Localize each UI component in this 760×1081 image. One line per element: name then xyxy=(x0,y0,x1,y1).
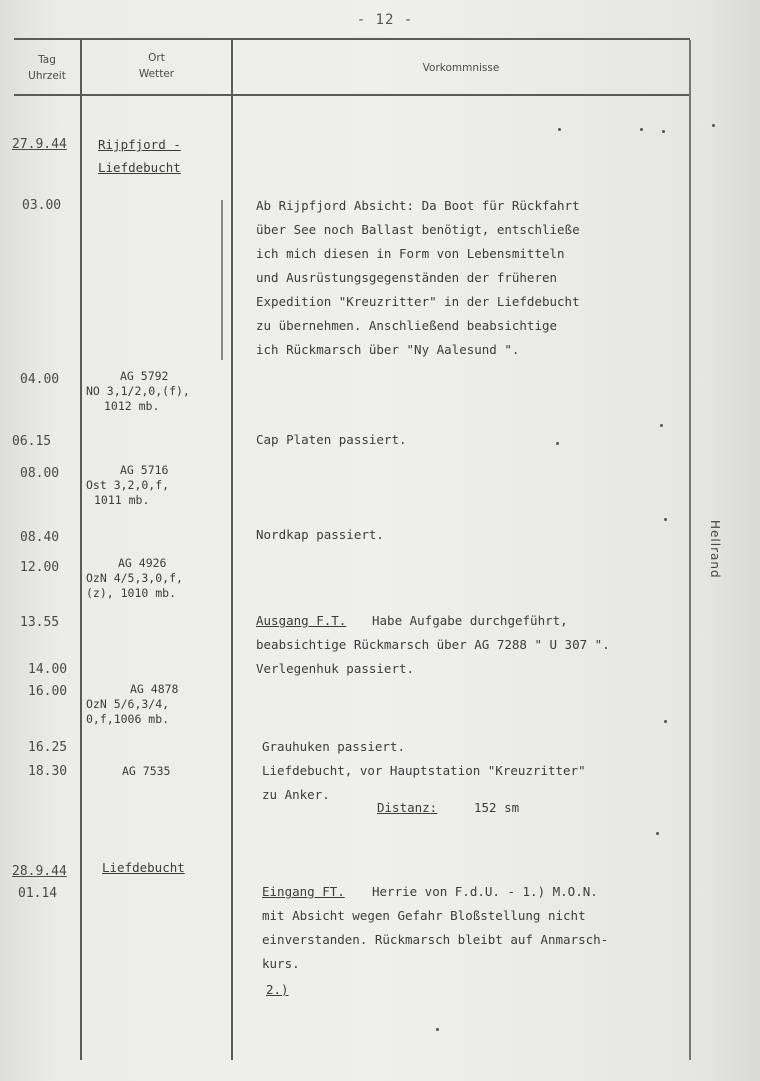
distance-label: Distanz: xyxy=(377,800,438,815)
entry-weather: (z), 1010 mb. xyxy=(86,586,177,600)
entry-weather: AG 4878 xyxy=(130,682,179,696)
entry-weather: OzN 4/5,3,0,f, xyxy=(86,571,183,585)
entry-event-label: Eingang FT. xyxy=(262,884,345,899)
entry-time: 04.00 xyxy=(20,372,60,387)
entry-weather: AG 5792 xyxy=(120,369,169,383)
entry-weather: NO 3,1/2,0,(f), xyxy=(86,384,190,398)
entry-event-line: über See noch Ballast benötigt, entschließe xyxy=(256,222,580,237)
entry-time: 06.15 xyxy=(12,434,52,449)
entry-event-line: einverstanden. Rückmarsch bleibt auf Anmarsch- xyxy=(262,932,609,947)
entry-time: 08.40 xyxy=(20,530,60,545)
entry-event-line: Cap Platen passiert. xyxy=(256,432,407,447)
speck xyxy=(664,720,667,723)
column-header-date-line2: Uhrzeit xyxy=(28,70,66,82)
entry-event-line: Ab Rijpfjord Absicht: Da Boot für Rückfahrt xyxy=(256,198,580,213)
entry-event-line: Grauhuken passiert. xyxy=(262,739,405,754)
speck xyxy=(662,130,665,133)
entry-weather: OzN 5/6,3/4, xyxy=(86,697,170,711)
entry-weather: 0,f,1006 mb. xyxy=(86,712,170,726)
entry-time: 08.00 xyxy=(20,466,60,481)
entry-event-line: kurs. xyxy=(262,956,300,971)
speck xyxy=(640,128,643,131)
speck xyxy=(664,518,667,521)
column-divider-2 xyxy=(231,40,233,1060)
entry-event-line: Verlegenhuk passiert. xyxy=(256,661,415,676)
entry-time: 14.00 xyxy=(28,662,68,677)
entry-event-line: Liefdebucht, vor Hauptstation "Kreuzritter" xyxy=(262,763,586,778)
entry-event-line: zu übernehmen. Anschließend beabsichtige xyxy=(256,318,558,333)
speck xyxy=(436,1028,439,1031)
entry-event-line: mit Absicht wegen Gefahr Bloßstellung nicht xyxy=(262,908,586,923)
speck xyxy=(712,124,715,127)
entry-time: 16.25 xyxy=(28,740,68,755)
column-header-place xyxy=(82,50,231,82)
entry-event-line: Nordkap passiert. xyxy=(256,527,384,542)
speck xyxy=(558,128,561,131)
entry-place: Liefdebucht xyxy=(98,160,181,175)
entry-time: 03.00 xyxy=(22,198,62,213)
speck xyxy=(656,832,659,835)
entry-weather: 1011 mb. xyxy=(94,493,150,507)
entry-time: 13.55 xyxy=(20,615,60,630)
entry-event-line: Expedition "Kreuzritter" in der Liefdebucht xyxy=(256,294,580,309)
entry-time: 12.00 xyxy=(20,560,60,575)
column-header-date xyxy=(14,52,80,84)
entry-date: 27.9.44 xyxy=(12,137,67,152)
header-bottom-rule xyxy=(14,94,690,96)
column-header-events: Vorkommnisse xyxy=(422,62,500,74)
entry-time: 18.30 xyxy=(28,764,68,779)
entry-event-line: Herrie von F.d.U. - 1.) M.O.N. xyxy=(372,884,598,899)
distance-value: 152 sm xyxy=(474,800,520,815)
entry-date: 28.9.44 xyxy=(12,864,67,879)
entry-place: Liefdebucht xyxy=(102,860,185,875)
column-header-date-line1: Tag xyxy=(38,54,56,66)
entry-weather: AG 5716 xyxy=(120,463,169,477)
side-margin-label: Hellrand xyxy=(708,520,722,579)
table-top-rule xyxy=(14,38,690,40)
entry-time: 01.14 xyxy=(18,886,58,901)
entry-weather: 1012 mb. xyxy=(104,399,160,413)
column-divider-1 xyxy=(80,40,82,1060)
entry-weather: AG 7535 xyxy=(122,764,171,778)
entry-event-line: ich mich diesen in Form von Lebensmitteln xyxy=(256,246,565,261)
entry-event-line: Habe Aufgabe durchgeführt, xyxy=(372,613,568,628)
entry-event-line: ich Rückmarsch über "Ny Aalesund ". xyxy=(256,342,520,357)
column-header-place-line1: Ort xyxy=(148,52,165,64)
entry-event-label: Ausgang F.T. xyxy=(256,613,347,628)
column-header-place-line2: Wetter xyxy=(138,68,175,80)
entry-weather: Ost 3,2,0,f, xyxy=(86,478,170,492)
entry-event-line: zu Anker. xyxy=(262,787,330,802)
entry-place: Rijpfjord - xyxy=(98,137,181,152)
speck xyxy=(556,442,559,445)
entry-event-line: beabsichtige Rückmarsch über AG 7288 " U 307 ". xyxy=(256,637,610,652)
entry-event-line: und Ausrüstungsgegenständen der früheren xyxy=(256,270,558,285)
page-number: - 12 - xyxy=(356,12,414,28)
entry-event-line: 2.) xyxy=(266,982,289,997)
column-divider-3 xyxy=(689,40,691,1060)
entry-weather: AG 4926 xyxy=(118,556,167,570)
bracket-line xyxy=(221,200,223,360)
speck xyxy=(660,424,663,427)
entry-time: 16.00 xyxy=(28,684,68,699)
